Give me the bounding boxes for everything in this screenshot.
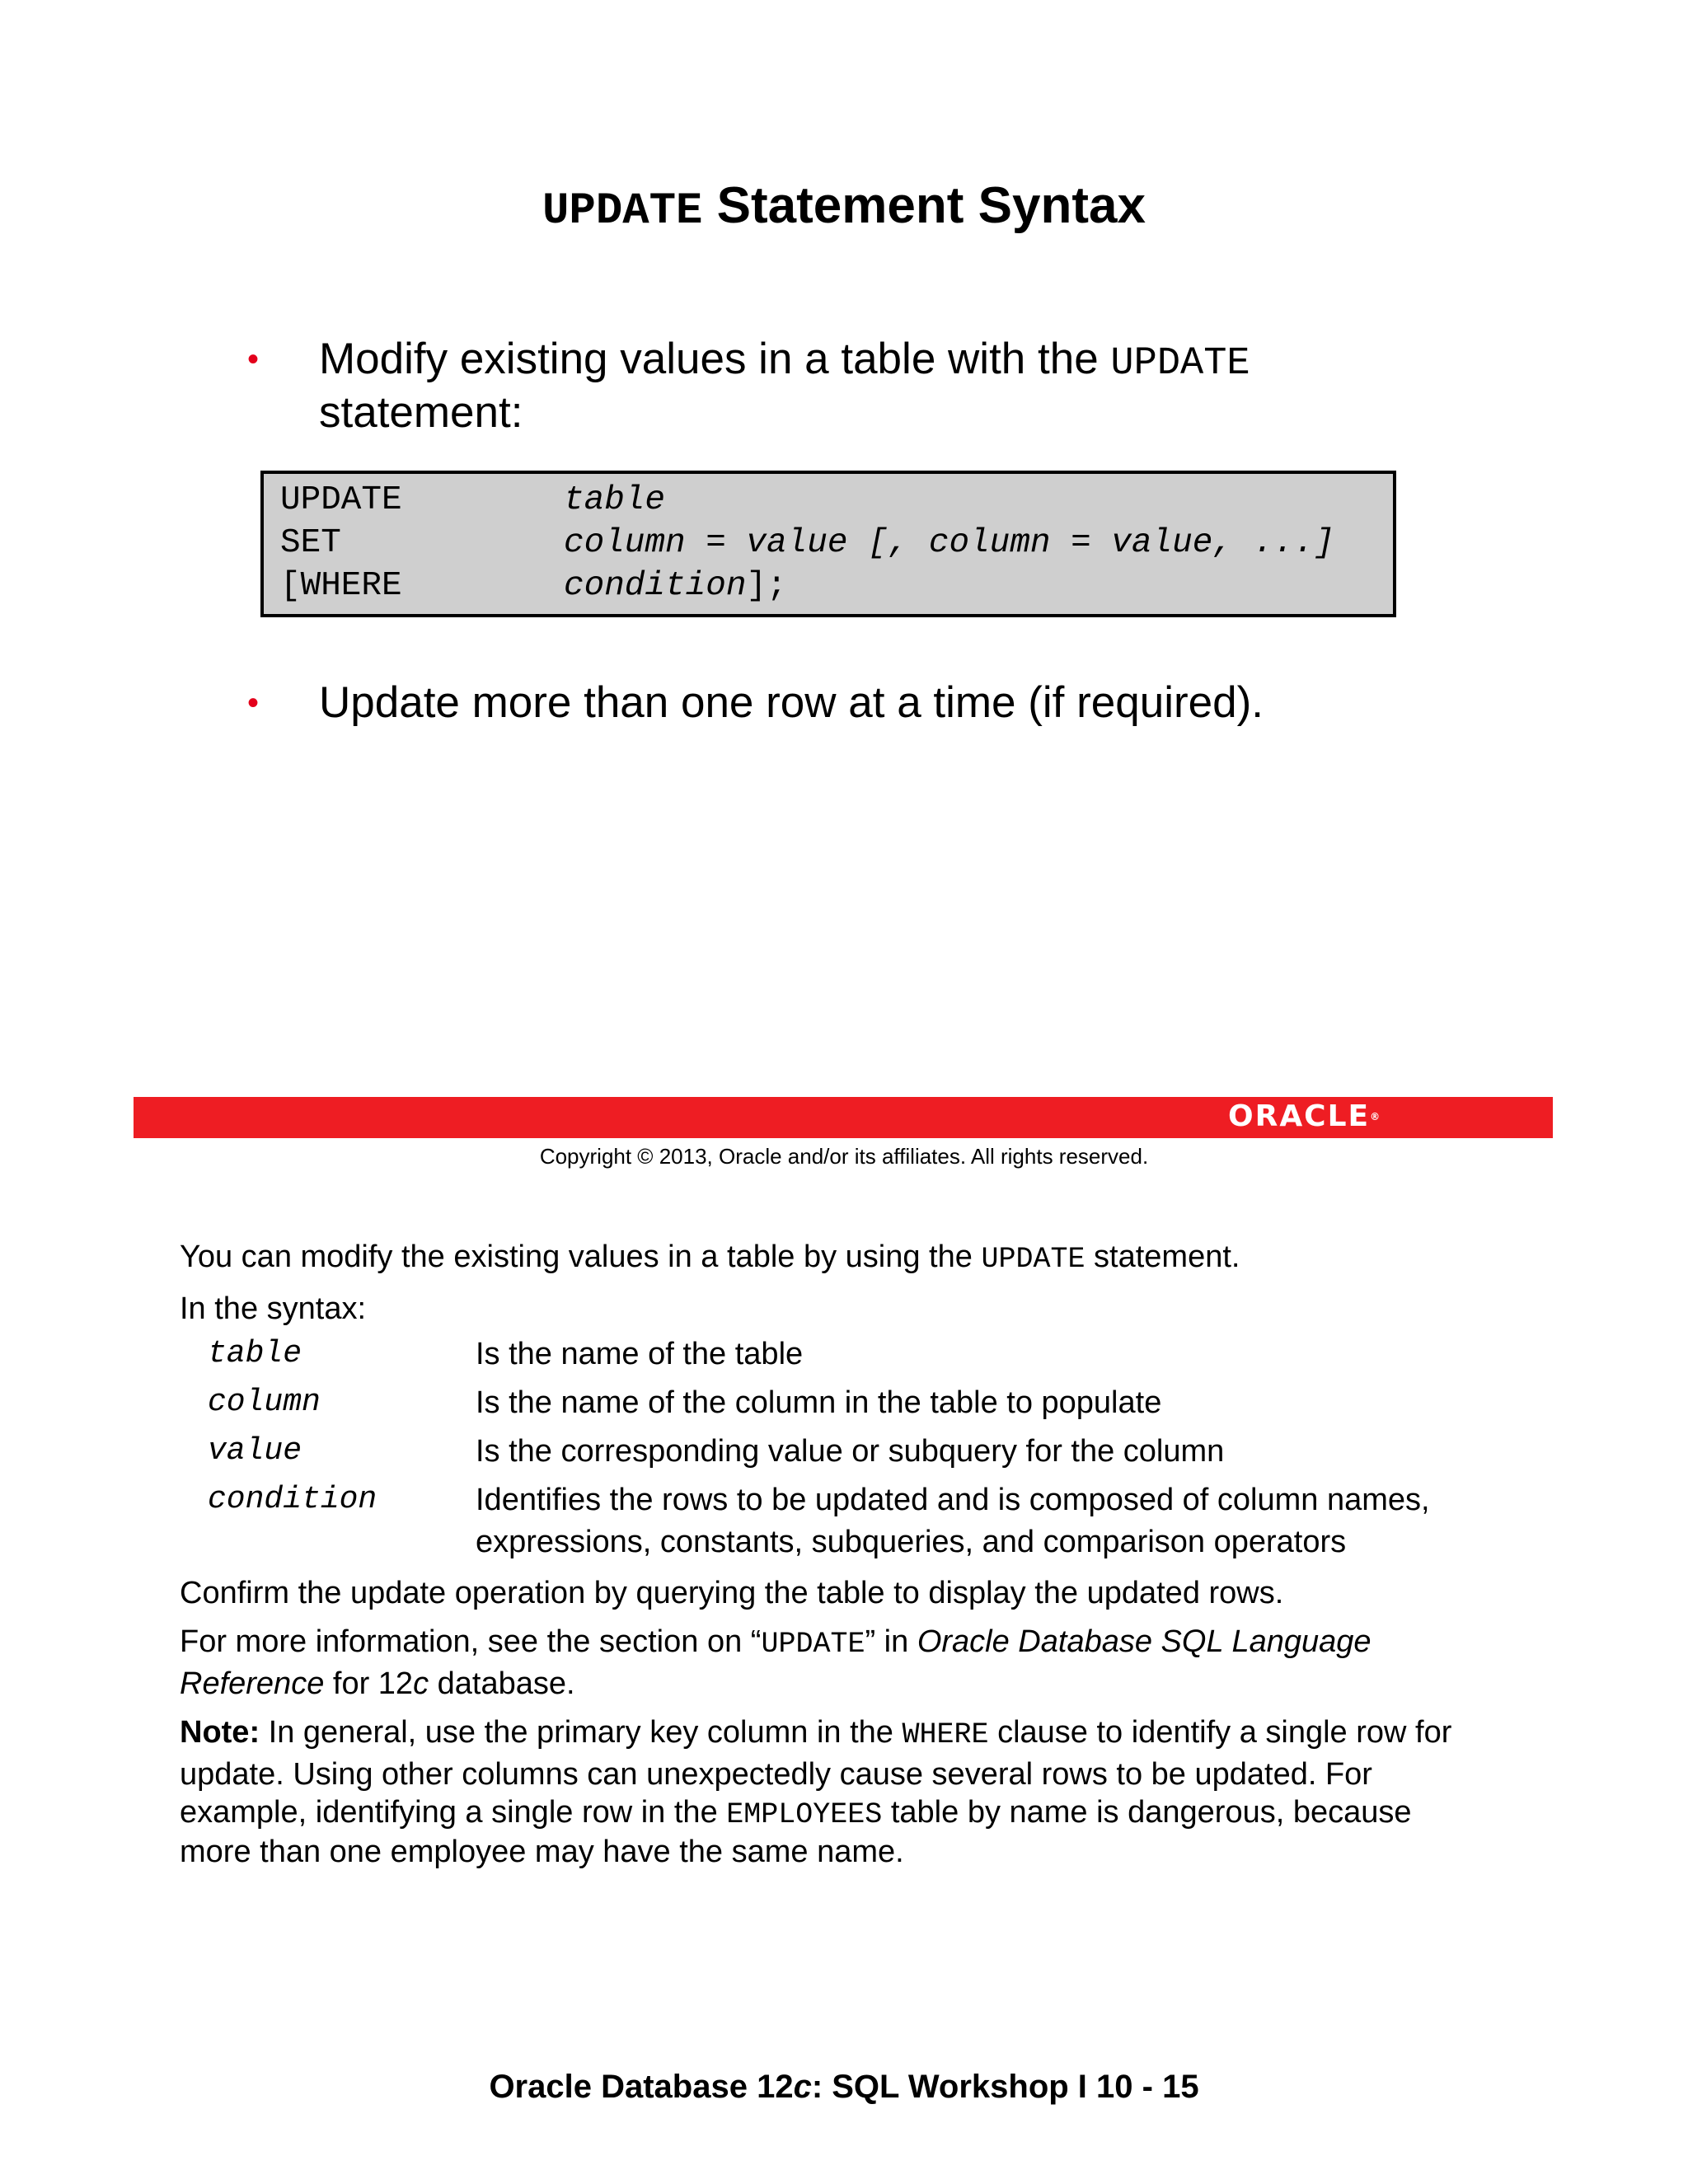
more-info-reference: Oracle Database SQL Language <box>917 1624 1372 1659</box>
note-1-code: WHERE <box>902 1718 989 1751</box>
more-info-post-a: for 12 <box>324 1666 414 1701</box>
term-table: table <box>208 1336 302 1371</box>
bullet-marker: • <box>247 341 260 377</box>
bullet-marker: • <box>247 685 260 721</box>
code-arg <box>564 565 787 607</box>
footer-pre: Oracle Database 12 <box>489 2069 794 2105</box>
footer-post: : SQL Workshop I 10 - 15 <box>811 2069 1199 2105</box>
more-info-code: UPDATE <box>761 1628 865 1661</box>
definition-condition-line-2: expressions, constants, subqueries, and comparison operators <box>476 1525 1347 1559</box>
notes-intro <box>180 1236 1240 1280</box>
code-condition: condition <box>564 567 747 605</box>
note-3a: example, identifying a single row in the <box>180 1795 727 1830</box>
term-condition: condition <box>208 1482 377 1517</box>
page-footer <box>0 2064 1688 2109</box>
code-suffix: ]; <box>746 567 787 605</box>
notes-intro-code: UPDATE <box>981 1243 1085 1276</box>
code-arg: column = value [, column = value, ...] <box>564 524 1334 562</box>
code-keyword: UPDATE <box>280 481 402 519</box>
note-line-1 <box>180 1712 1451 1755</box>
note-label: Note: <box>180 1715 260 1750</box>
slide-title <box>0 173 1688 245</box>
code-arg: table <box>564 481 666 519</box>
title-code: UPDATE <box>542 186 703 237</box>
note-3b: table by name is dangerous, because <box>882 1795 1412 1830</box>
note-line-4: more than one employee may have the same name. <box>180 1835 904 1869</box>
note-1a: In general, use the primary key column in the <box>260 1715 903 1750</box>
registered-mark: ® <box>1370 1111 1381 1122</box>
note-1b: clause to identify a single row for <box>988 1715 1452 1750</box>
bullet-1-line-2: statement: <box>319 388 523 437</box>
more-info-pre: For more information, see the section on “ <box>180 1624 762 1659</box>
more-info-line-1 <box>180 1621 1372 1665</box>
confirm-text: Confirm the update operation by querying the table to display the updated rows. <box>180 1576 1284 1610</box>
more-info-reference-2: Reference <box>180 1666 325 1701</box>
notes-intro-post: statement. <box>1085 1240 1240 1274</box>
more-info-line-2 <box>180 1663 575 1704</box>
code-keyword: [WHERE <box>280 567 402 605</box>
definition-table: Is the name of the table <box>476 1337 804 1371</box>
syntax-code-box <box>260 471 1396 617</box>
title-text: Statement Syntax <box>702 177 1146 234</box>
bullet-1-text: Modify existing values in a table with the <box>319 335 1111 383</box>
more-info-post-b: database. <box>429 1666 575 1701</box>
term-value: value <box>208 1433 302 1469</box>
note-line-2: update. Using other columns can unexpectedly cause several rows to be updated. For <box>180 1757 1372 1792</box>
oracle-logo <box>1228 1098 1380 1136</box>
code-keyword: SET <box>280 524 341 562</box>
bullet-2-text: Update more than one row at a time (if required). <box>319 678 1264 727</box>
note-3-code: EMPLOYEES <box>726 1798 883 1831</box>
copyright-text: Copyright © 2013, Oracle and/or its affiliates. All rights reserved. <box>539 1144 1149 1169</box>
definition-column: Is the name of the column in the table to populate <box>476 1385 1162 1420</box>
bullet-1-line-1 <box>319 332 1250 391</box>
notes-intro-pre: You can modify the existing values in a table by using the <box>180 1240 982 1274</box>
definition-value: Is the corresponding value or subquery for the column <box>476 1434 1225 1469</box>
more-info-mid: ” in <box>865 1624 917 1659</box>
syntax-heading: In the syntax: <box>180 1291 367 1326</box>
footer-italic: c <box>793 2069 812 2105</box>
oracle-logo-text: ORACLE <box>1228 1099 1371 1133</box>
definition-condition: Identifies the rows to be updated and is composed of column names, <box>476 1483 1430 1517</box>
bullet-1-code: UPDATE <box>1110 342 1250 386</box>
more-info-post-c: c <box>413 1666 429 1701</box>
term-column: column <box>208 1385 321 1420</box>
note-line-3 <box>180 1792 1412 1835</box>
